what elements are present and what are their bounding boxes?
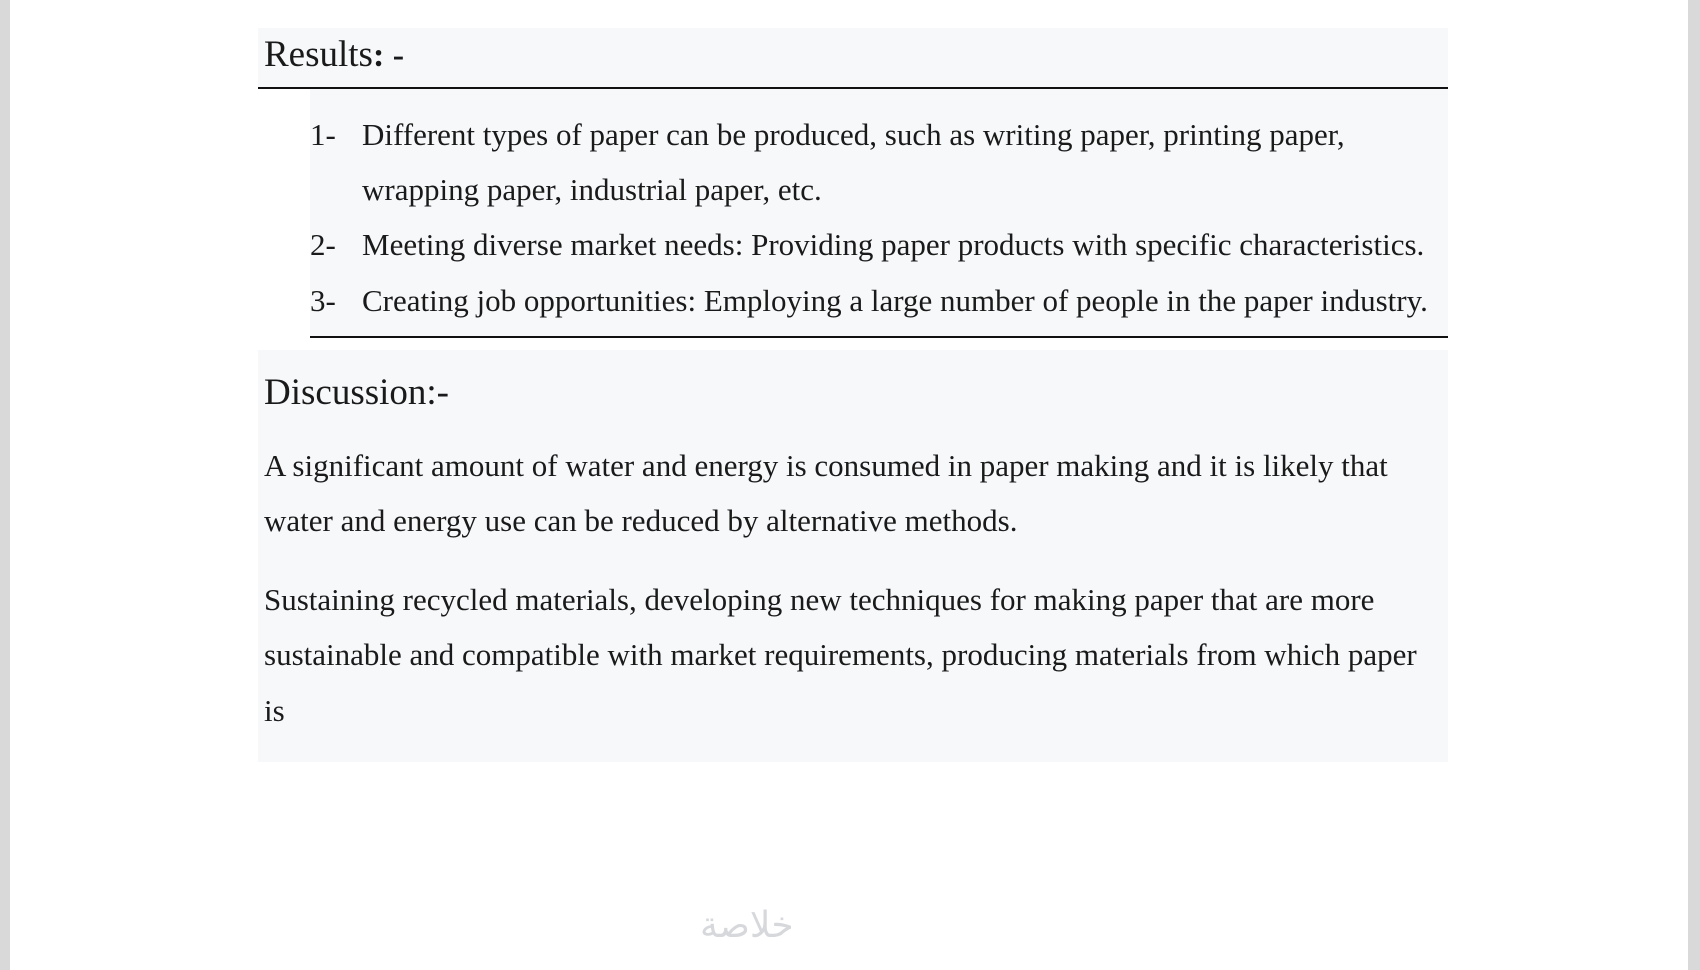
list-item-text: Different types of paper can be produced, such as writing paper, printing paper, wrapping paper, industrial paper, etc. <box>362 117 1345 208</box>
list-item-number: 3- <box>310 282 336 318</box>
results-heading <box>258 28 1448 89</box>
list-item-number: 1- <box>310 117 336 152</box>
list-item-text: Meeting diverse market needs: Providing paper products with specific characteristics. <box>362 227 1425 263</box>
page-gutter-right <box>1688 0 1700 970</box>
list-item <box>310 217 1448 272</box>
results-heading-suffix: : - <box>372 37 405 74</box>
list-item <box>310 107 1448 217</box>
list-item-number: 2- <box>310 227 336 263</box>
page-watermark: خلاصة <box>700 905 794 946</box>
discussion-section <box>258 350 1448 762</box>
list-item-text: Creating job opportunities: Employing a large number of people in the paper industry. <box>362 282 1428 318</box>
results-heading-text: Results <box>264 34 373 75</box>
discussion-heading: Discussion:- <box>264 371 449 413</box>
discussion-paragraph: A significant amount of water and energy is consumed in paper making and it is likely that water and energy use can be reduced by alternative methods. <box>264 447 1388 539</box>
page-gutter-left <box>0 0 10 970</box>
discussion-paragraph: Sustaining recycled materials, developing new techniques for making paper that are more sustainable and compatible with market requirements, producing materials from which paper is <box>264 582 1417 728</box>
list-item <box>310 273 1448 328</box>
results-list <box>310 89 1448 338</box>
document-content <box>258 28 1448 762</box>
